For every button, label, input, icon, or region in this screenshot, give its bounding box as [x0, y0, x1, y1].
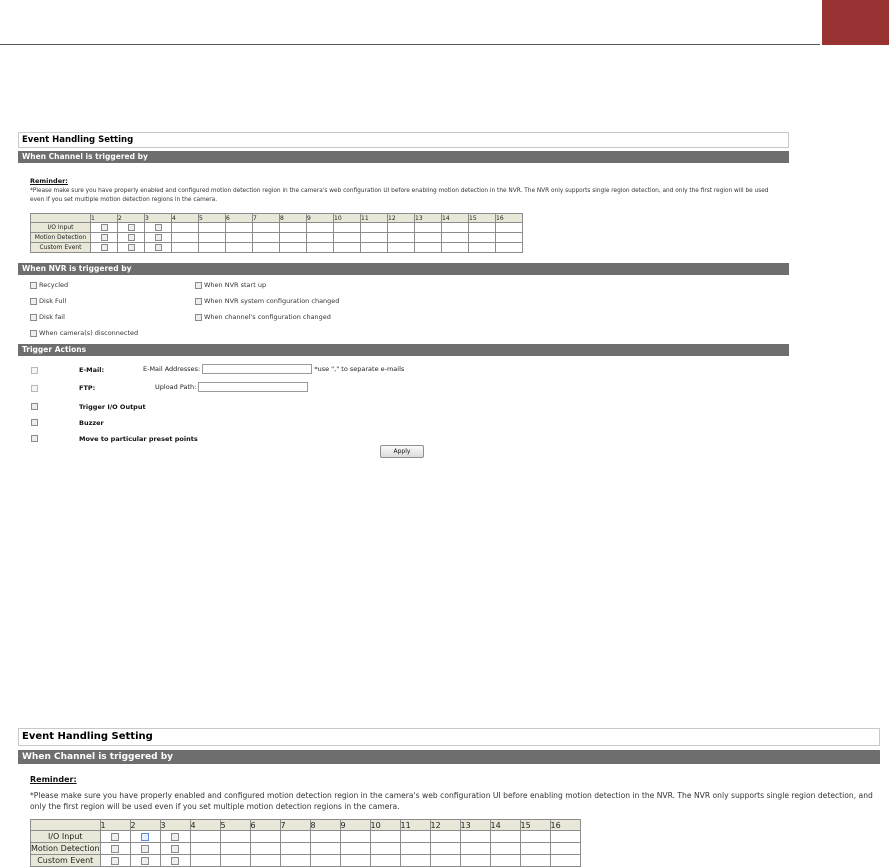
section-header-channel: When Channel is triggered by [18, 750, 880, 764]
channel-header-cell: 7 [280, 820, 310, 831]
channel-checkbox[interactable] [111, 845, 119, 853]
channel-trigger-table [30, 213, 523, 253]
ftp-action [79, 384, 95, 392]
nvr-option-channel-config-changed[interactable] [195, 313, 331, 321]
channel-checkbox[interactable] [128, 244, 135, 251]
section-header-nvr: When NVR is triggered by [18, 263, 789, 275]
channel-checkbox[interactable] [155, 224, 162, 231]
brand-corner-block [822, 0, 889, 45]
trigger-row-motion-detection [31, 233, 523, 243]
channel-trigger-table [30, 819, 581, 867]
checkbox[interactable] [195, 298, 202, 305]
reminder-label: Reminder: [30, 775, 77, 784]
channel-header-cell: 7 [253, 214, 280, 223]
channel-header-cell: 12 [388, 214, 415, 223]
channel-checkbox[interactable] [141, 833, 149, 841]
channel-header-row [31, 214, 523, 223]
channel-header-cell: 2 [130, 820, 160, 831]
apply-button[interactable]: Apply [380, 445, 424, 458]
channel-header-cell: 14 [490, 820, 520, 831]
channel-header-cell: 2 [118, 214, 145, 223]
checkbox[interactable] [30, 298, 37, 305]
upload-path-input[interactable] [198, 382, 308, 392]
channel-header-row [31, 820, 581, 831]
ftp-label: FTP: [79, 384, 96, 392]
option-label: When NVR start up [204, 281, 267, 289]
channel-checkbox[interactable] [128, 224, 135, 231]
option-label: When NVR system configuration changed [204, 297, 340, 305]
nvr-option-system-config-changed[interactable] [195, 297, 339, 305]
buzzer-checkbox[interactable] [31, 419, 38, 426]
email-addresses-label: E-Mail Addresses: [143, 365, 201, 373]
checkbox[interactable] [195, 314, 202, 321]
event-handling-panel [18, 132, 789, 462]
upload-path-label: Upload Path: [155, 383, 197, 391]
upload-path-row [155, 382, 308, 392]
row-label: Custom Event [31, 243, 91, 253]
channel-header-cell: 15 [520, 820, 550, 831]
channel-checkbox[interactable] [111, 833, 119, 841]
buzzer-label: Buzzer [79, 419, 104, 427]
channel-header-cell: 10 [370, 820, 400, 831]
trigger-io-label: Trigger I/O Output [79, 403, 146, 411]
channel-header-cell: 6 [226, 214, 253, 223]
nvr-option-disk-fail[interactable] [30, 313, 65, 321]
trigger-row-motion-detection [31, 843, 581, 855]
email-addresses-row [143, 364, 404, 374]
email-action-checkbox[interactable] [31, 367, 38, 374]
row-label: Motion Detection [31, 844, 100, 853]
channel-checkbox[interactable] [111, 857, 119, 865]
checkbox[interactable] [195, 282, 202, 289]
channel-checkbox[interactable] [101, 224, 108, 231]
channel-header-cell: 12 [430, 820, 460, 831]
channel-header-cell: 9 [307, 214, 334, 223]
channel-header-cell: 3 [160, 820, 190, 831]
channel-header-cell: 10 [334, 214, 361, 223]
nvr-option-start-up[interactable] [195, 281, 266, 289]
channel-header-cell: 1 [100, 820, 130, 831]
channel-header-cell: 8 [310, 820, 340, 831]
preset-checkbox[interactable] [31, 435, 38, 442]
nvr-option-disk-full[interactable] [30, 297, 66, 305]
trigger-io-checkbox[interactable] [31, 403, 38, 410]
email-label: E-Mail: [79, 366, 105, 374]
nvr-option-recycled[interactable] [30, 281, 68, 289]
channel-header-cell: 5 [199, 214, 226, 223]
option-label: Disk Full [39, 297, 67, 305]
channel-checkbox[interactable] [171, 833, 179, 841]
section-header-actions: Trigger Actions [18, 344, 789, 356]
option-label: When channel's configuration changed [204, 313, 331, 321]
channel-checkbox[interactable] [101, 244, 108, 251]
channel-header-cell: 11 [361, 214, 388, 223]
channel-header-corner [31, 820, 101, 831]
buzzer-action [79, 419, 104, 427]
channel-header-cell: 13 [460, 820, 490, 831]
channel-header-cell: 15 [469, 214, 496, 223]
header-rule [0, 44, 820, 45]
channel-checkbox[interactable] [171, 857, 179, 865]
channel-header-corner [31, 214, 91, 223]
event-handling-panel-zoomed [18, 728, 880, 868]
preset-label: Move to particular preset points [79, 435, 198, 443]
channel-header-cell: 1 [91, 214, 118, 223]
reminder-label: Reminder: [30, 177, 68, 185]
channel-checkbox[interactable] [101, 234, 108, 241]
reminder-text: *Please make sure you have properly enabled and configured motion detection region in the camera's web configuration UI before enabling motion detection in the NVR. The NVR only supports single region detection, and only the first region will be used even if you set multiple motion detection regions in the camera. [30, 791, 873, 811]
channel-checkbox[interactable] [141, 857, 149, 865]
channel-header-cell: 14 [442, 214, 469, 223]
option-label: When camera(s) disconnected [39, 329, 139, 337]
channel-checkbox[interactable] [171, 845, 179, 853]
channel-header-cell: 6 [250, 820, 280, 831]
option-label: Recycled [39, 281, 69, 289]
trigger-row-io-input [31, 831, 581, 843]
channel-header-cell: 8 [280, 214, 307, 223]
email-action [79, 366, 104, 374]
channel-header-cell: 11 [400, 820, 430, 831]
channel-header-cell: 9 [340, 820, 370, 831]
email-addresses-input[interactable] [202, 364, 312, 374]
panel-title: Event Handling Setting [18, 132, 789, 148]
row-label: Motion Detection [31, 233, 91, 243]
reminder-text: *Please make sure you have properly enabled and configured motion detection region in the camera's web configuration UI before enabling motion detection in the NVR. The NVR only supports single region detection, and only the first region will be used even if you set multiple motion detection regions in the camera. [30, 188, 769, 203]
checkbox[interactable] [30, 314, 37, 321]
trigger-row-io-input [31, 223, 523, 233]
trigger-row-custom-event [31, 243, 523, 253]
channel-checkbox[interactable] [155, 244, 162, 251]
checkbox[interactable] [30, 282, 37, 289]
channel-header-cell: 3 [145, 214, 172, 223]
trigger-row-custom-event [31, 855, 581, 867]
channel-checkbox[interactable] [128, 234, 135, 241]
email-hint: *use "," to separate e-mails [314, 365, 405, 373]
checkbox[interactable] [30, 330, 37, 337]
channel-checkbox[interactable] [141, 845, 149, 853]
channel-header-cell: 16 [550, 820, 580, 831]
panel-title: Event Handling Setting [18, 728, 880, 746]
channel-header-cell: 13 [415, 214, 442, 223]
channel-header-cell: 16 [496, 214, 523, 223]
option-label: Disk fail [39, 313, 65, 321]
ftp-action-checkbox[interactable] [31, 385, 38, 392]
row-label: I/O Input [31, 223, 91, 233]
channel-header-cell: 4 [172, 214, 199, 223]
row-label: I/O Input [31, 831, 101, 843]
channel-checkbox[interactable] [155, 234, 162, 241]
channel-header-cell: 5 [220, 820, 250, 831]
section-header-channel: When Channel is triggered by [18, 151, 789, 163]
trigger-io-action [79, 403, 146, 411]
row-label: Custom Event [31, 855, 101, 867]
channel-header-cell: 4 [190, 820, 220, 831]
nvr-option-camera-disconnected[interactable] [30, 329, 138, 337]
preset-action [79, 435, 198, 443]
